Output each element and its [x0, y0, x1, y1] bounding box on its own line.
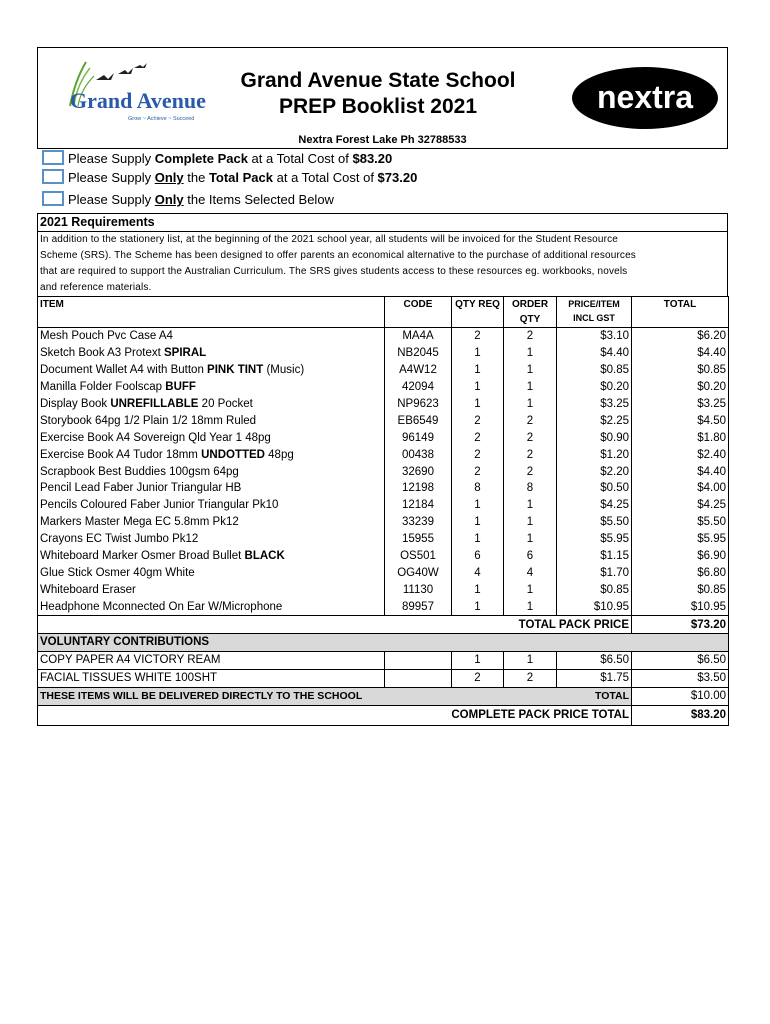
item-price: $2.25 [557, 412, 632, 429]
item-name: Whiteboard Marker Osmer Broad Bullet BLACK [38, 548, 385, 565]
voluntary-item-price: $1.75 [557, 669, 632, 687]
item-order-qty[interactable]: 1 [504, 514, 557, 531]
item-total: $5.95 [632, 531, 729, 548]
col-total: TOTAL [632, 297, 729, 328]
item-order-qty[interactable]: 1 [504, 497, 557, 514]
item-code: 42094 [385, 379, 452, 396]
voluntary-row [38, 651, 729, 669]
item-code: 12184 [385, 497, 452, 514]
table-row [38, 446, 729, 463]
item-name: Manilla Folder Foolscap BUFF [38, 379, 385, 396]
item-name: Whiteboard Eraser [38, 581, 385, 598]
item-name: Crayons EC Twist Jumbo Pk12 [38, 531, 385, 548]
header-box [37, 47, 728, 149]
item-order-qty[interactable]: 1 [504, 598, 557, 615]
item-name: Pencils Coloured Faber Junior Triangular Pk10 [38, 497, 385, 514]
item-name: Display Book UNREFILLABLE 20 Pocket [38, 396, 385, 413]
total-pack-label: TOTAL PACK PRICE [385, 616, 632, 634]
col-qty-req: QTY REQ [452, 297, 504, 328]
item-total: $4.00 [632, 480, 729, 497]
item-price: $1.20 [557, 446, 632, 463]
item-order-qty[interactable]: 1 [504, 581, 557, 598]
table-row [38, 429, 729, 446]
item-qty: 4 [452, 564, 504, 581]
option-complete-pack[interactable]: Please Supply Complete Pack at a Total Cost of $83.20 [37, 149, 728, 168]
item-qty: 6 [452, 548, 504, 565]
item-price: $1.15 [557, 548, 632, 565]
item-name: Exercise Book A4 Sovereign Qld Year 1 48pg [38, 429, 385, 446]
requirements-intro: In addition to the stationery list, at the beginning of the 2021 school year, all students will be invoiced for the Student Resource Scheme (SRS). The Scheme has been designed to offer parents an economical alternative to the purchase of additional resources that are required to support the Australian Curriculum. The SRS gives students access to these resources eg. workbooks, novels and reference materials. [37, 231, 728, 296]
table-row [38, 480, 729, 497]
table-row [38, 328, 729, 345]
item-price: $0.85 [557, 581, 632, 598]
item-code: EB6549 [385, 412, 452, 429]
item-price: $5.50 [557, 514, 632, 531]
item-name: Markers Master Mega EC 5.8mm Pk12 [38, 514, 385, 531]
voluntary-item-qty: 2 [452, 669, 504, 687]
col-item: ITEM [38, 297, 385, 328]
item-price: $0.85 [557, 362, 632, 379]
item-total: $1.80 [632, 429, 729, 446]
voluntary-item-price: $6.50 [557, 651, 632, 669]
item-price: $1.70 [557, 564, 632, 581]
voluntary-item-code [385, 669, 452, 687]
item-name: Mesh Pouch Pvc Case A4 [38, 328, 385, 345]
table-row [38, 497, 729, 514]
item-total: $6.20 [632, 328, 729, 345]
item-code: 15955 [385, 531, 452, 548]
table-row [38, 548, 729, 565]
table-row [38, 412, 729, 429]
voluntary-item-code [385, 651, 452, 669]
item-qty: 2 [452, 328, 504, 345]
item-price: $4.40 [557, 345, 632, 362]
item-code: OG40W [385, 564, 452, 581]
booklist-table [37, 296, 729, 726]
item-order-qty[interactable]: 8 [504, 480, 557, 497]
complete-pack-value: $83.20 [632, 705, 729, 725]
table-row [38, 345, 729, 362]
voluntary-total-label: TOTAL [594, 690, 629, 703]
item-name: Headphone Mconnected On Ear W/Microphone [38, 598, 385, 615]
item-order-qty[interactable]: 2 [504, 446, 557, 463]
item-total: $0.85 [632, 581, 729, 598]
item-name: Document Wallet A4 with Button PINK TINT (Music) [38, 362, 385, 379]
item-order-qty[interactable]: 4 [504, 564, 557, 581]
voluntary-item-name: COPY PAPER A4 VICTORY REAM [38, 651, 385, 669]
item-qty: 1 [452, 396, 504, 413]
item-code: A4W12 [385, 362, 452, 379]
voluntary-total-row [38, 687, 729, 705]
item-order-qty[interactable]: 1 [504, 531, 557, 548]
item-order-qty[interactable]: 2 [504, 412, 557, 429]
complete-pack-row [38, 705, 729, 725]
item-total: $4.40 [632, 463, 729, 480]
item-code: 89957 [385, 598, 452, 615]
item-total: $4.50 [632, 412, 729, 429]
item-qty: 2 [452, 429, 504, 446]
item-total: $3.25 [632, 396, 729, 413]
option-selected-items[interactable]: Please Supply Only the Items Selected Below [37, 190, 728, 209]
item-order-qty[interactable]: 1 [504, 362, 557, 379]
item-price: $2.20 [557, 463, 632, 480]
item-total: $2.40 [632, 446, 729, 463]
item-total: $0.85 [632, 362, 729, 379]
item-total: $6.90 [632, 548, 729, 565]
title-line-2: PREP Booklist 2021 [278, 95, 478, 118]
item-total: $6.80 [632, 564, 729, 581]
item-order-qty[interactable]: 6 [504, 548, 557, 565]
checkbox-complete-pack[interactable] [42, 150, 64, 165]
item-code: NB2045 [385, 345, 452, 362]
voluntary-item-total: $6.50 [632, 651, 729, 669]
item-qty: 1 [452, 362, 504, 379]
item-qty: 1 [452, 514, 504, 531]
total-pack-row [38, 616, 729, 634]
item-code: 96149 [385, 429, 452, 446]
item-code: NP9623 [385, 396, 452, 413]
option-total-pack[interactable]: Please Supply Only the Total Pack at a Total Cost of $73.20 [37, 168, 728, 187]
item-code: 11130 [385, 581, 452, 598]
item-qty: 1 [452, 531, 504, 548]
table-row [38, 531, 729, 548]
item-name: Storybook 64pg 1/2 Plain 1/2 18mm Ruled [38, 412, 385, 429]
delivery-note: THESE ITEMS WILL BE DELIVERED DIRECTLY TO THE SCHOOL [40, 690, 363, 703]
item-qty: 2 [452, 446, 504, 463]
title-line-1: Grand Avenue State School [240, 69, 516, 92]
item-code: 00438 [385, 446, 452, 463]
item-qty: 1 [452, 497, 504, 514]
item-name: Scrapbook Best Buddies 100gsm 64pg [38, 463, 385, 480]
page-title [198, 68, 558, 120]
total-pack-value: $73.20 [632, 616, 729, 634]
voluntary-item-total: $3.50 [632, 669, 729, 687]
voluntary-title-row [38, 634, 729, 652]
item-code: 32690 [385, 463, 452, 480]
phone-number: Nextra Forest Lake Ph 32788533 [298, 134, 467, 146]
item-qty: 1 [452, 581, 504, 598]
item-order-qty[interactable]: 1 [504, 379, 557, 396]
table-row [38, 362, 729, 379]
table-row [38, 379, 729, 396]
table-row [38, 463, 729, 480]
item-qty: 1 [452, 345, 504, 362]
item-total: $5.50 [632, 514, 729, 531]
complete-pack-label: COMPLETE PACK PRICE TOTAL [38, 705, 632, 725]
item-price: $0.90 [557, 429, 632, 446]
table-row [38, 581, 729, 598]
item-total: $4.40 [632, 345, 729, 362]
item-qty: 2 [452, 412, 504, 429]
table-row [38, 564, 729, 581]
item-code: OS501 [385, 548, 452, 565]
svg-text:nextra: nextra [596, 79, 694, 115]
item-order-qty[interactable]: 2 [504, 463, 557, 480]
item-name: Exercise Book A4 Tudor 18mm UNDOTTED 48pg [38, 446, 385, 463]
item-price: $3.25 [557, 396, 632, 413]
voluntary-row [38, 669, 729, 687]
item-order-qty[interactable]: 1 [504, 345, 557, 362]
item-name: Glue Stick Osmer 40gm White [38, 564, 385, 581]
item-order-qty[interactable]: 1 [504, 396, 557, 413]
voluntary-item-qty: 1 [452, 651, 504, 669]
checkbox-selected-items[interactable] [42, 191, 64, 206]
voluntary-body [38, 651, 729, 687]
col-price: PRICE/ITEM INCL GST [557, 297, 632, 328]
nextra-logo [571, 66, 721, 130]
item-qty: 1 [452, 598, 504, 615]
voluntary-item-name: FACIAL TISSUES WHITE 100SHT [38, 669, 385, 687]
voluntary-item-order[interactable]: 1 [504, 651, 557, 669]
svg-text:Grow ~ Achieve ~ Succeed: Grow ~ Achieve ~ Succeed [128, 116, 195, 122]
checkbox-total-pack[interactable] [42, 169, 64, 184]
booklist-page [37, 47, 728, 726]
table-row [38, 396, 729, 413]
requirements-title: 2021 Requirements [37, 213, 728, 231]
school-logo [56, 58, 216, 128]
item-order-qty[interactable]: 2 [504, 328, 557, 345]
item-total: $4.25 [632, 497, 729, 514]
item-price: $0.50 [557, 480, 632, 497]
table-row [38, 598, 729, 615]
item-code: MA4A [385, 328, 452, 345]
item-qty: 8 [452, 480, 504, 497]
item-total: $0.20 [632, 379, 729, 396]
item-code: 33239 [385, 514, 452, 531]
col-order-qty: ORDER QTY [504, 297, 557, 328]
item-name: Sketch Book A3 Protext SPIRAL [38, 345, 385, 362]
voluntary-item-order[interactable]: 2 [504, 669, 557, 687]
item-price: $10.95 [557, 598, 632, 615]
item-price: $4.25 [557, 497, 632, 514]
item-name: Pencil Lead Faber Junior Triangular HB [38, 480, 385, 497]
voluntary-title: VOLUNTARY CONTRIBUTIONS [38, 634, 729, 652]
svg-text:Grand Avenue: Grand Avenue [70, 88, 206, 113]
item-code: 12198 [385, 480, 452, 497]
item-qty: 2 [452, 463, 504, 480]
item-total: $10.95 [632, 598, 729, 615]
item-price: $0.20 [557, 379, 632, 396]
item-price: $3.10 [557, 328, 632, 345]
item-order-qty[interactable]: 2 [504, 429, 557, 446]
col-code: CODE [385, 297, 452, 328]
table-row [38, 514, 729, 531]
item-qty: 1 [452, 379, 504, 396]
items-body [38, 328, 729, 616]
voluntary-total-value: $10.00 [632, 687, 729, 705]
item-price: $5.95 [557, 531, 632, 548]
table-header [38, 297, 729, 328]
